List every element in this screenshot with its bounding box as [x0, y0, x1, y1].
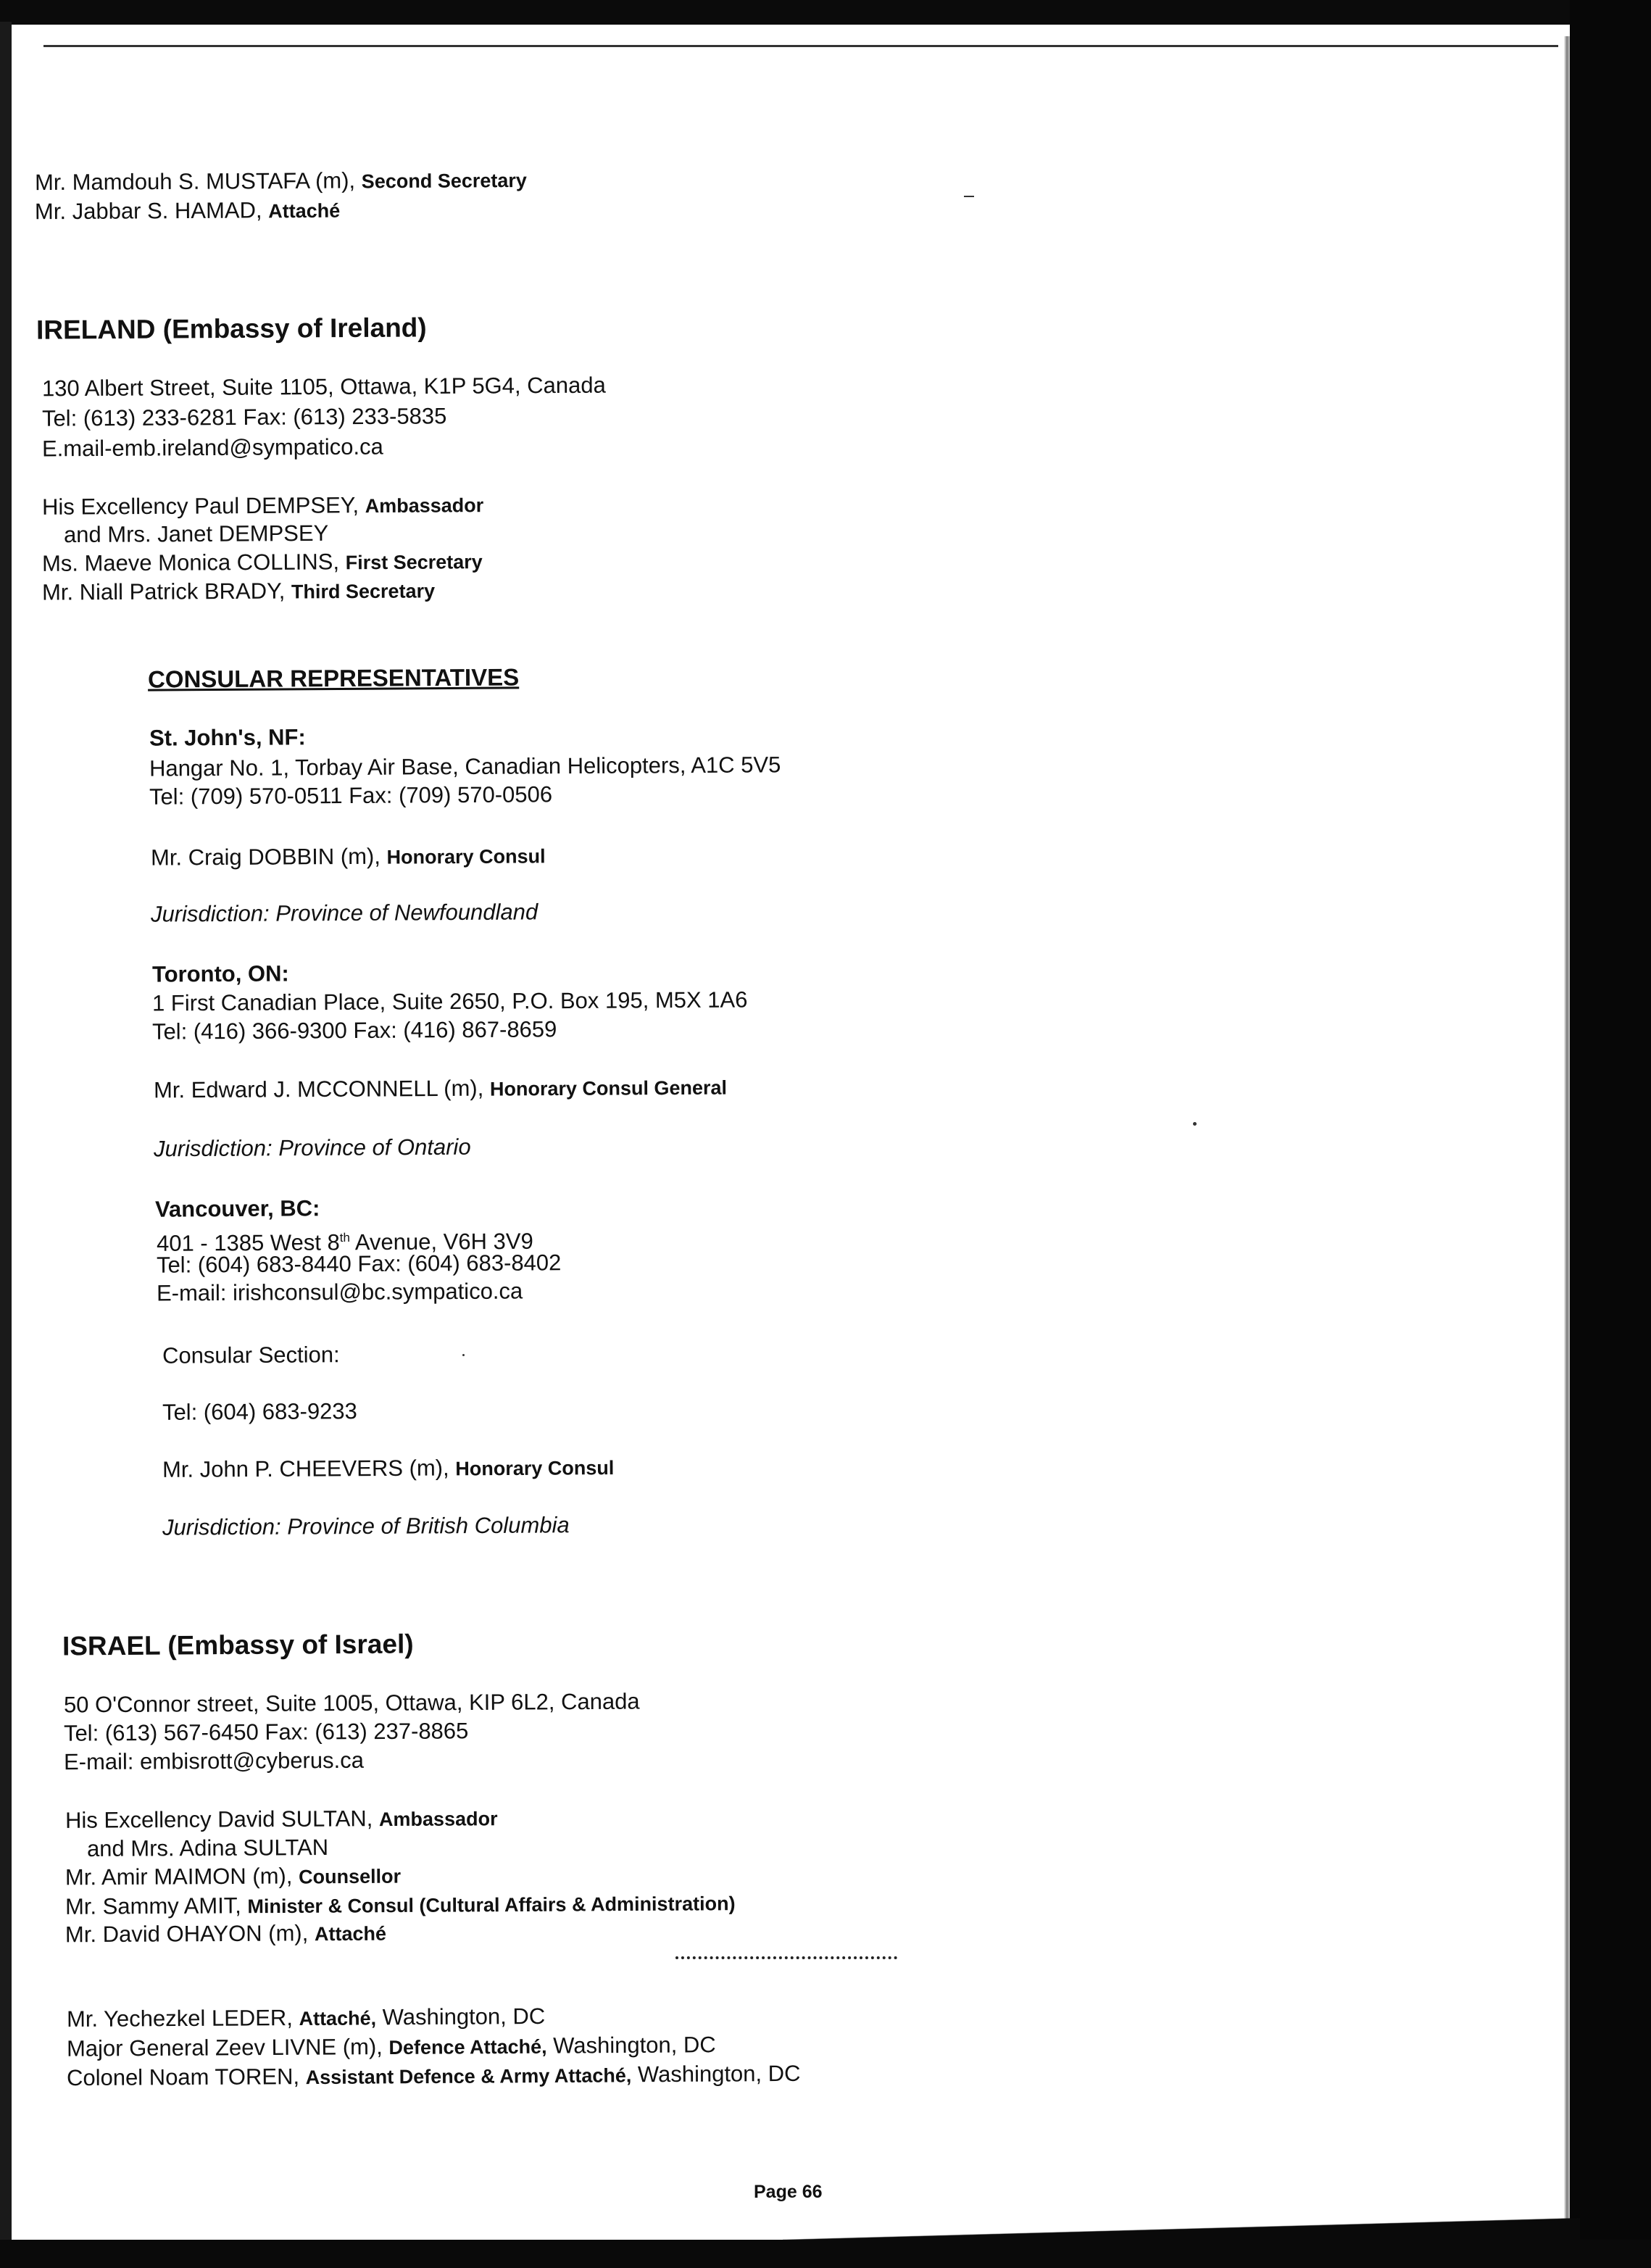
staff-title: Third Secretary: [291, 580, 436, 603]
staff-title: Ambassador: [365, 494, 484, 518]
consul-name: Mr. John P. CHEEVERS (m),: [162, 1455, 449, 1482]
scan-top-border: [0, 0, 1651, 25]
consulate-tel-fax: Tel: (416) 366-9300 Fax: (416) 867-8659: [151, 1016, 557, 1044]
scan-speck: [462, 1354, 465, 1356]
staff-name: and Mrs. Janet DEMPSEY: [63, 520, 329, 548]
page-number: Page 66: [754, 2182, 823, 2202]
staff-name: Mr. David OHAYON (m),: [65, 1920, 309, 1948]
dotted-separator: [675, 1956, 897, 1959]
ordinal-suffix: th: [339, 1230, 350, 1245]
staff-location: Washington, DC: [553, 2032, 716, 2059]
consul-line: [151, 842, 546, 871]
staff-line: [65, 1890, 736, 1921]
staff-line: [65, 1805, 498, 1835]
consular-section-tel: Tel: (604) 683-9233: [162, 1398, 357, 1425]
jurisdiction: Jurisdiction: Province of Ontario: [153, 1134, 471, 1162]
scan-bottom-border: [0, 2240, 1651, 2268]
staff-line: [42, 491, 483, 521]
embassy-email: E.mail-emb.ireland@sympatico.ca: [41, 433, 383, 462]
staff-line: [87, 1835, 328, 1862]
jurisdiction: Jurisdiction: Province of British Columbia: [162, 1512, 570, 1540]
staff-name: His Excellency David SULTAN,: [65, 1806, 373, 1833]
consul-title: Honorary Consul: [386, 845, 546, 868]
staff-title: Attaché,: [299, 2007, 377, 2030]
staff-line: [65, 1920, 386, 1949]
country-heading-israel: ISRAEL (Embassy of Israel): [62, 1629, 414, 1661]
scan-bottom-wedge: [783, 2218, 1580, 2240]
staff-name: Ms. Maeve Monica COLLINS,: [41, 549, 340, 576]
staff-line: [42, 577, 435, 606]
consul-name: Mr. Edward J. MCCONNELL (m),: [153, 1075, 484, 1103]
staff-title: Attaché: [268, 199, 341, 223]
consulate-tel-fax: Tel: (709) 570-0511 Fax: (709) 570-0506: [149, 781, 553, 810]
consular-heading: CONSULAR REPRESENTATIVES: [147, 663, 520, 693]
consulate-city: Toronto, ON:: [151, 960, 289, 987]
staff-line: [35, 197, 340, 226]
staff-line: [42, 548, 483, 578]
address-part: Avenue, V6H 3V9: [349, 1228, 533, 1255]
staff-name: Mr. Yechezkel LEDER,: [66, 2005, 293, 2032]
embassy-address: 130 Albert Street, Suite 1105, Ottawa, K1P 5G4, Canada: [41, 372, 606, 402]
staff-title: Counsellor: [298, 1865, 402, 1888]
address-part: 401 - 1385 West 8: [156, 1229, 340, 1256]
staff-name: and Mrs. Adina SULTAN: [86, 1834, 329, 1862]
staff-title: Attaché: [314, 1922, 387, 1945]
consul-line: [162, 1454, 615, 1484]
embassy-tel-fax: Tel: (613) 233-6281 Fax: (613) 233-5835: [41, 403, 447, 431]
scan-left-border: [0, 22, 12, 2240]
consulate-tel-fax: Tel: (604) 683-8440 Fax: (604) 683-8402: [156, 1250, 562, 1278]
staff-line: [67, 2003, 545, 2033]
country-heading-ireland: IRELAND (Embassy of Ireland): [36, 312, 427, 345]
consul-title: Honorary Consul: [455, 1457, 615, 1480]
staff-name: Mr. Sammy AMIT,: [65, 1893, 241, 1919]
staff-title: First Secretary: [345, 551, 483, 574]
staff-title: Second Secretary: [361, 169, 527, 193]
staff-line: [64, 520, 328, 548]
staff-name: Major General Zeev LIVNE (m),: [66, 2034, 383, 2061]
staff-name: His Excellency Paul DEMPSEY,: [41, 492, 359, 520]
consulate-address: Hangar No. 1, Torbay Air Base, Canadian Helicopters, A1C 5V5: [149, 752, 781, 781]
staff-line: [35, 167, 527, 196]
staff-line: [65, 1863, 401, 1892]
header-rule: [43, 45, 1558, 47]
consulate-address: 1 First Canadian Place, Suite 2650, P.O. Box 195, M5X 1A6: [151, 986, 748, 1016]
staff-title: Ambassador: [378, 1808, 498, 1831]
staff-line: [67, 2061, 801, 2092]
embassy-tel-fax: Tel: (613) 567-6450 Fax: (613) 237-8865: [63, 1718, 469, 1746]
scan-right-border: [1570, 0, 1651, 2268]
consulate-email: E-mail: irishconsul@bc.sympatico.ca: [156, 1278, 523, 1306]
staff-name: Colonel Noam TOREN,: [66, 2064, 300, 2091]
scan-speck: [1193, 1122, 1197, 1126]
consul-name: Mr. Craig DOBBIN (m),: [150, 843, 381, 871]
staff-title: Minister & Consul (Cultural Affairs & Administration): [247, 1893, 736, 1918]
staff-title: Assistant Defence & Army Attaché,: [305, 2064, 632, 2089]
staff-location: Washington, DC: [382, 2003, 546, 2030]
consul-title: Honorary Consul General: [489, 1076, 728, 1100]
staff-line: [67, 2032, 716, 2062]
staff-name: Mr. Mamdouh S. MUSTAFA (m),: [34, 167, 356, 196]
embassy-address: 50 O'Connor street, Suite 1005, Ottawa, KIP 6L2, Canada: [63, 1688, 640, 1718]
embassy-email: E-mail: embisrott@cyberus.ca: [63, 1747, 365, 1775]
consulate-city: Vancouver, BC:: [154, 1195, 320, 1222]
staff-name: Mr. Niall Patrick BRADY,: [41, 578, 286, 605]
staff-location: Washington, DC: [637, 2060, 801, 2088]
staff-title: Defence Attaché,: [388, 2035, 547, 2059]
consular-section-label: Consular Section:: [162, 1342, 340, 1368]
consul-line: [154, 1074, 727, 1105]
consulate-city: St. John's, NF:: [149, 724, 306, 751]
staff-name: Mr. Jabbar S. HAMAD,: [34, 197, 262, 225]
jurisdiction: Jurisdiction: Province of Newfoundland: [150, 899, 538, 927]
staff-name: Mr. Amir MAIMON (m),: [65, 1863, 293, 1890]
scan-speck: [964, 196, 974, 197]
